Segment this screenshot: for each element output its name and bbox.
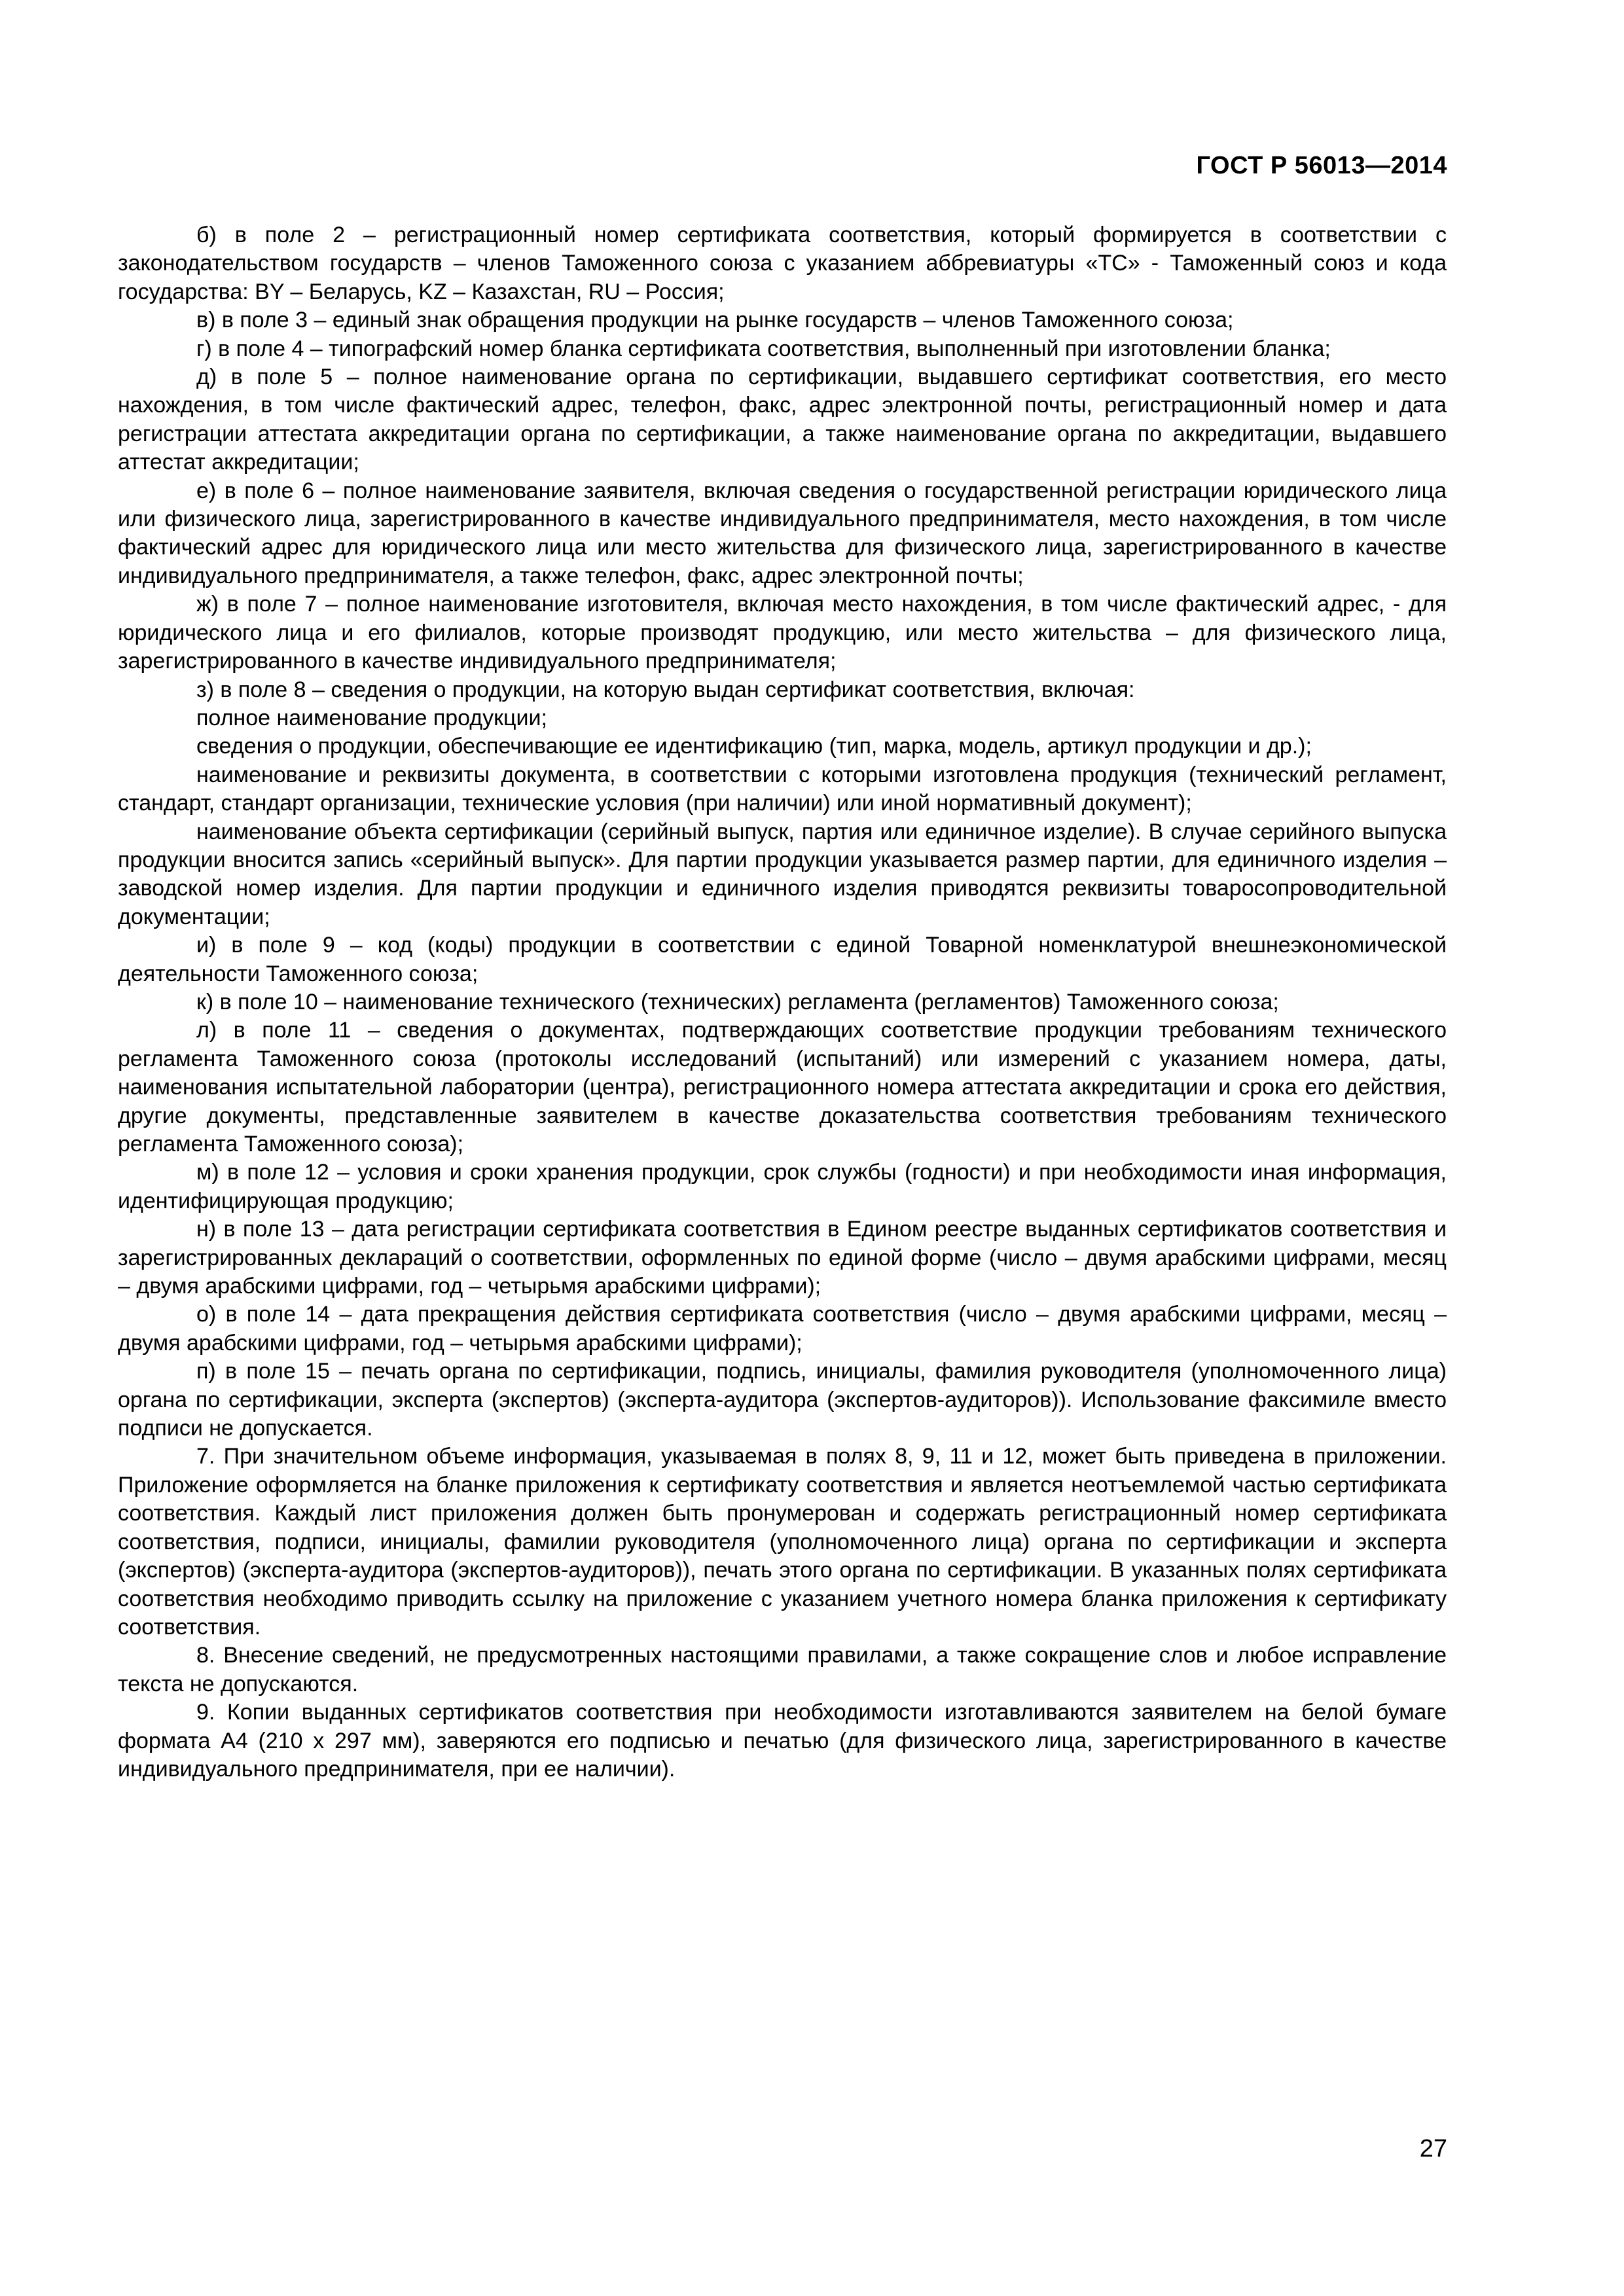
paragraph-field-9: и) в поле 9 – код (коды) продукции в соответствии с единой Товарной номенклатурой внешнеэкономической деятельности Таможенного союза;	[118, 933, 1447, 986]
paragraph-field-8-identification: сведения о продукции, обеспечивающие ее идентификацию (тип, марка, модель, артикул продукции и др.);	[196, 734, 1312, 759]
document-body	[118, 221, 1447, 1784]
paragraph-field-2: б) в поле 2 – регистрационный номер сертификата соответствия, который формируется в соответствии с законодательством государств – членов Таможенного союза с указанием аббревиатуры «ТС» - Таможенный союз и кода государства: BY – Беларусь, KZ – Казахстан, RU – Россия;	[118, 223, 1447, 304]
paragraph-field-5: д) в поле 5 – полное наименование органа по сертификации, выдавшего сертификат соответствия, его место нахождения, в том числе фактический адрес, телефон, факс, адрес электронной почты, регистрационный номер и дата регистрации аттестата аккредитации органа по сертификации, а также наименование органа по аккредитации, выдавшего аттестат аккредитации;	[118, 365, 1447, 475]
paragraph-item-7: 7. При значительном объеме информация, указываемая в полях 8, 9, 11 и 12, может быть приведена в приложении. Приложение оформляется на бланке приложения к сертификату соответствия и является неотъемлемой частью сертификата соответствия. Каждый лист приложения должен быть пронумерован и содержать регистрационный номер сертификата соответствия, подписи, инициалы, фамилии руководителя (уполномоченного лица) органа по сертификации и эксперта (экспертов) (эксперта-аудитора (экспертов-аудиторов)), печать этого органа по сертификации. В указанных полях сертификата соответствия необходимо приводить ссылку на приложение с указанием учетного номера бланка приложения к сертификату соответствия.	[118, 1444, 1447, 1640]
paragraph-field-10: к) в поле 10 – наименование технического (технических) регламента (регламентов) Таможенного союза;	[196, 989, 1279, 1014]
paragraph-field-15: п) в поле 15 – печать органа по сертификации, подпись, инициалы, фамилия руководителя (уполномоченного лица) органа по сертификации, эксперта (экспертов) (эксперта-аудитора (экспертов-аудиторов)). Использование факсимиле вместо подписи не допускается.	[118, 1359, 1447, 1441]
document-header: ГОСТ Р 56013—2014	[1196, 152, 1447, 179]
paragraph-field-8-object: наименование объекта сертификации (серийный выпуск, партия или единичное изделие). В случае серийного выпуска продукции вносится запись «серийный выпуск». Для партии продукции указывается размер партии, для единичного изделия – заводской номер изделия. Для партии продукции и единичного изделия приводятся реквизиты товаросопроводительной документации;	[118, 819, 1447, 929]
paragraph-field-6: е) в поле 6 – полное наименование заявителя, включая сведения о государственной регистрации юридического лица или физического лица, зарегистрированного в качестве индивидуального предпринимателя, место нахождения, в том числе фактический адрес для юридического лица или место жительства для физического лица, зарегистрированного в качестве индивидуального предпринимателя, а также телефон, факс, адрес электронной почты;	[118, 478, 1447, 588]
paragraph-field-13: н) в поле 13 – дата регистрации сертификата соответствия в Едином реестре выданных сертификатов соответствия и зарегистрированных деклараций о соответствии, оформленных по единой форме (число – двумя арабскими цифрами, месяц – двумя арабскими цифрами, год – четырьмя арабскими цифрами);	[118, 1217, 1447, 1299]
paragraph-field-8: з) в поле 8 – сведения о продукции, на которую выдан сертификат соответствия, включая:	[196, 677, 1135, 702]
paragraph-field-14: о) в поле 14 – дата прекращения действия сертификата соответствия (число – двумя арабскими цифрами, месяц – двумя арабскими цифрами, год – четырьмя арабскими цифрами);	[118, 1302, 1447, 1355]
paragraph-item-8: 8. Внесение сведений, не предусмотренных настоящими правилами, а также сокращение слов и любое исправление текста не допускаются.	[118, 1643, 1447, 1696]
paragraph-field-3: в) в поле 3 – единый знак обращения продукции на рынке государств – членов Таможенного союза;	[196, 308, 1234, 333]
paragraph-field-12: м) в поле 12 – условия и сроки хранения продукции, срок службы (годности) и при необходимости иная информация, идентифицирующая продукцию;	[118, 1160, 1447, 1213]
page-number: 27	[1419, 2135, 1447, 2162]
paragraph-field-8-full-name: полное наименование продукции;	[196, 705, 547, 730]
paragraph-field-7: ж) в поле 7 – полное наименование изготовителя, включая место нахождения, в том числе фактический адрес, - для юридического лица и его филиалов, которые производят продукцию, или место жительства – для физического лица, зарегистрированного в качестве индивидуального предпринимателя;	[118, 592, 1447, 674]
paragraph-item-9: 9. Копии выданных сертификатов соответствия при необходимости изготавливаются заявителем на белой бумаге формата А4 (210 x 297 мм), заверяются его подписью и печатью (для физического лица, зарегистрированного в качестве индивидуального предпринимателя, при ее наличии).	[118, 1700, 1447, 1782]
paragraph-field-8-document: наименование и реквизиты документа, в соответствии с которыми изготовлена продукция (технический регламент, стандарт, стандарт организации, технические условия (при наличии) или иной нормативный документ);	[118, 762, 1447, 816]
paragraph-field-11: л) в поле 11 – сведения о документах, подтверждающих соответствие продукции требованиям технического регламента Таможенного союза (протоколы исследований (испытаний) или измерений с указанием номера, даты, наименования испытательной лаборатории (центра), регистрационного номера аттестата аккредитации и срока его действия, другие документы, представленные заявителем в качестве доказательства соответствия требованиям технического регламента Таможенного союза);	[118, 1018, 1447, 1157]
paragraph-field-4: г) в поле 4 – типографский номер бланка сертификата соответствия, выполненный при изготовлении бланка;	[196, 336, 1331, 361]
